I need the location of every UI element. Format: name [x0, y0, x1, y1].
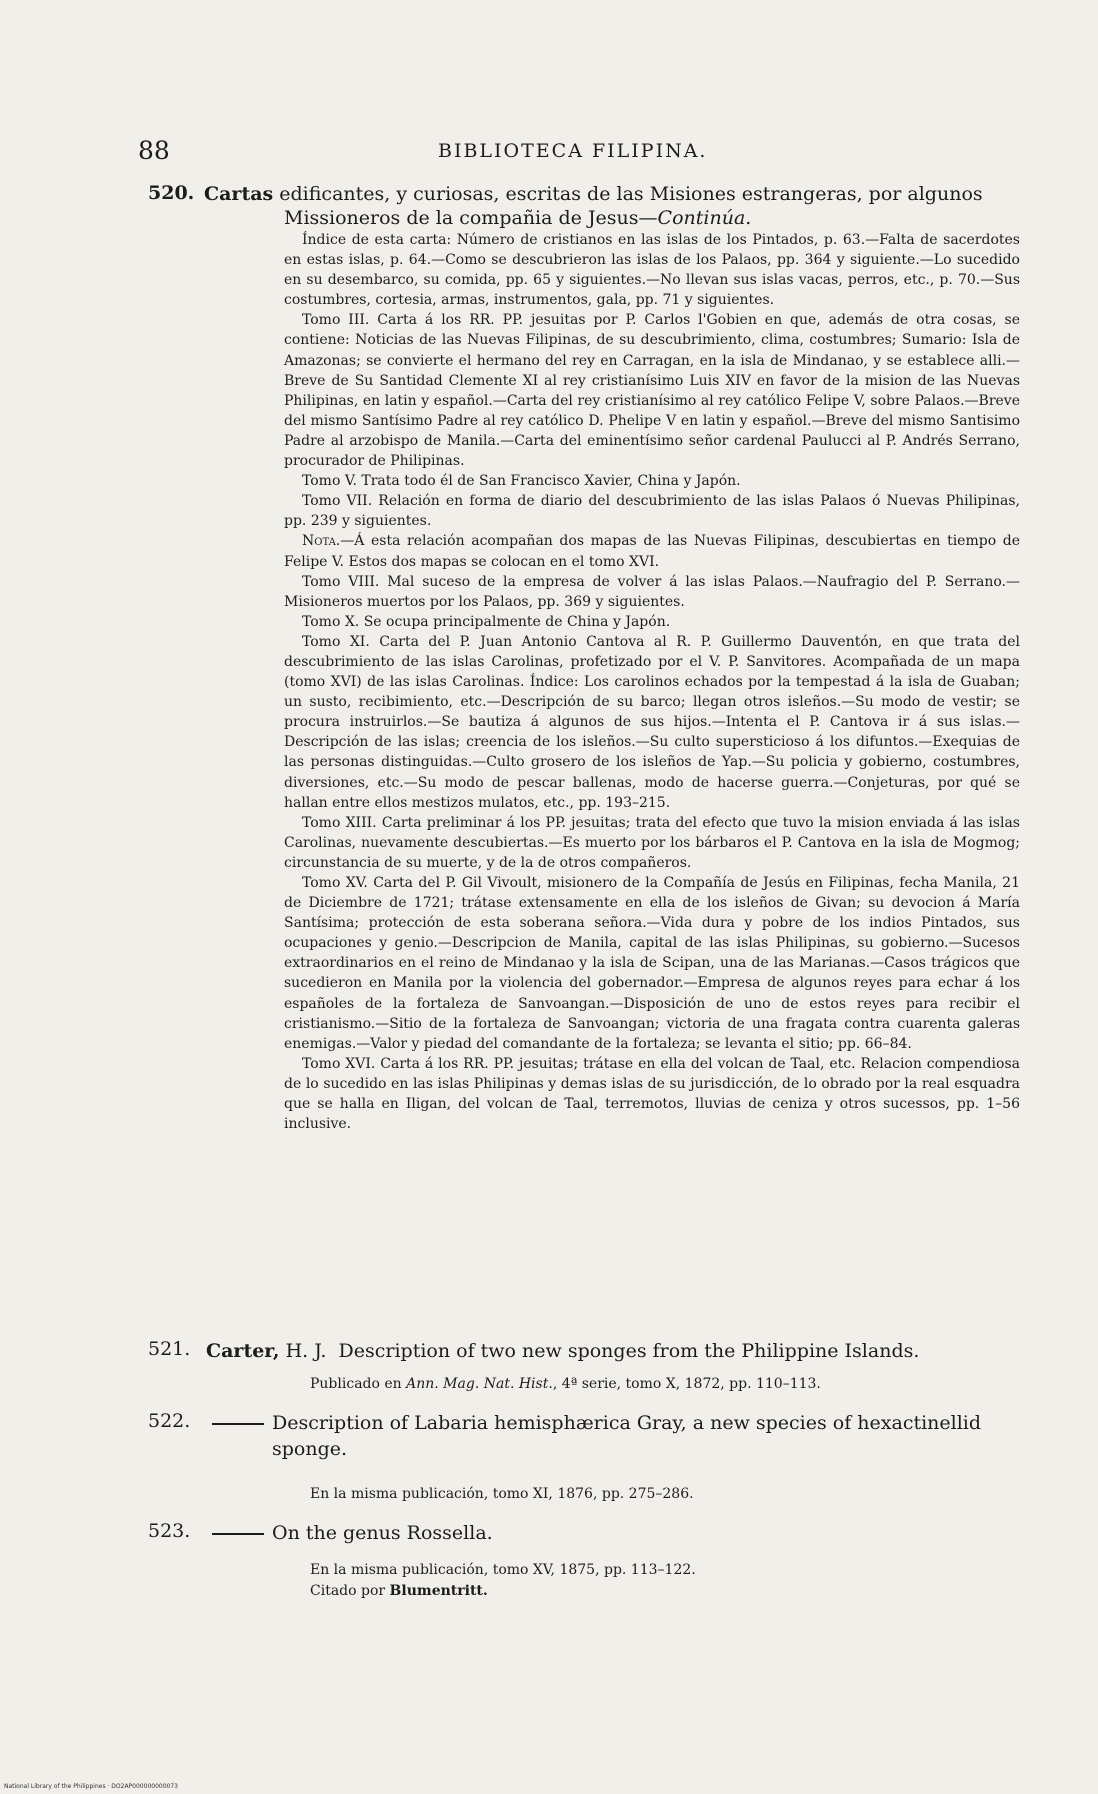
scan-credit: National Library of the Philippines · DO2AP000000000073: [4, 1783, 178, 1790]
entry-heading-bold: Cartas: [204, 183, 274, 205]
entry-number: 522.: [148, 1410, 191, 1432]
running-head: [0, 136, 1098, 176]
paragraph-index: Índice de esta carta: Número de cristianos en las islas de los Pintados, p. 63.—Falta de sacerdotes en estas islas, p. 64.—Como se descubrieron las islas de los Palaos, pp. 364 y siguiente.—Lo sucedido en su desembarco, su comida, pp. 65 y siguientes.—No llevan sus islas vacas, perros, etc., p. 70.—Sus costumbres, cortesia, armas, instrumentos, gala, pp. 71 y siguientes.: [284, 232, 1020, 309]
publication-suffix: , 4ª serie, tomo X, 1872, pp. 110–113.: [552, 1376, 821, 1392]
cited-author: Blumentritt.: [389, 1583, 488, 1599]
paragraph-tomo-iii: Tomo III. Carta á los RR. PP. jesuitas por P. Carlos l'Gobien en que, además de otra cosas, se contiene: Noticias de las Nuevas Filipinas, de su descubrimiento, clima, costumbres; Sumario: Isla de Amazonas; se convierte el hermano del rey en Carragan, en la isla de Mindanao, y se establece alli.—Breve de Su Santidad Clemente XI al rey cristianísimo Luis XIV en favor de la mision de las Nuevas Philipinas, en latin y español.—Carta del rey cristianísimo al rey católico Felipe V, sobre Palaos.—Breve del mismo Santísimo Padre al rey católico D. Phelipe V en latin y español.—Breve del mismo Santisimo Padre al arzobispo de Manila.—Carta del eminentísimo señor cardenal Paulucci al P. Andrés Serrano, procurador de Philipinas.: [284, 312, 1020, 470]
work-title: Description of two new sponges from the Philippine Islands.: [338, 1340, 920, 1362]
entry-title: [206, 1338, 1020, 1364]
author-name: Carter,: [206, 1340, 280, 1362]
entry-body: [206, 1520, 1020, 1602]
ditto-dash: [212, 1423, 264, 1425]
paragraph-tomo-xvi: Tomo XVI. Carta á los RR. PP. jesuitas; trátase en ella del volcan de Taal, etc. Relacion compendiosa de lo sucedido en las islas Philipinas y demas islas de su jurisdicción, de lo obrado por la real esquadra que se halla en Iligan, del volcan de Taal, terremotos, lluvias de ceniza y otros sucessos, pp. 1–56 inclusive.: [284, 1055, 1020, 1133]
entry-title: [206, 1520, 1020, 1546]
paragraph-nota: [284, 531, 1020, 571]
nota-label: Nota.: [302, 533, 341, 550]
journal-name: Ann. Mag. Nat. Hist.: [406, 1376, 553, 1392]
paragraph-tomo-xv: Tomo XV. Carta del P. Gil Vivoult, misionero de la Compañía de Jesús en Filipinas, fecha Manila, 21 de Diciembre de 1721; trátase extensamente en ella de los isleños de Givan; su devocion á María Santísima; protección de esta soberana señora.—Vida dura y pobre de los indios Pintados, sus ocupaciones y genio.—Descripcion de Manila, capital de las islas Philipinas, su gobierno.—Sucesos extraordinarios en el reino de Mindanao y la isla de Scipan, una de las Marianas.—Casos trágicos que sucedieron en Manila por la violencia del gobernador.—Empresa de algunos reyes para echar á los españoles de la fortaleza de Sanvoangan.—Disposición de uno de estos reyes para recibir el cristianismo.—Sitio de la fortaleza de Sanvoangan; victoria de una fragata contra cuarenta galeras enemigas.—Valor y piedad del comandante de la fortaleza; se levanta el sitio; pp. 66–84.: [284, 875, 1020, 1052]
paragraph-tomo-xiii: Tomo XIII. Carta preliminar á los PP. jesuitas; trata del efecto que tuvo la mision enviada á las islas Carolinas, nuevamente descubiertas.—Es muerto por los bárbaros el P. Cantova en la isla de Mogmog; circunstancia de su muerte, y de la de otros compañeros.: [284, 814, 1020, 871]
publication-line: En la misma publicación, tomo XI, 1876, pp. 275–286.: [310, 1486, 694, 1502]
nota-text: —Á esta relación acompañan dos mapas de las Nuevas Filipinas, descubiertas en tiempo de Felipe V. Estos dos mapas se colocan en el tomo XVI.: [284, 533, 1020, 570]
work-title: On the genus Rossella.: [272, 1522, 493, 1544]
citation-line: [206, 1581, 1020, 1602]
publication-line: [206, 1374, 1020, 1395]
page-number: 88: [138, 136, 170, 165]
paragraph-tomo-vii: Tomo VII. Relación en forma de diario del descubrimiento de las islas Palaos ó Nuevas Philipinas, pp. 239 y siguientes.: [284, 493, 1020, 530]
entry-title: [206, 1410, 1020, 1462]
publication-prefix: Publicado en: [310, 1376, 407, 1392]
paragraph-tomo-v: Tomo V. Trata todo él de San Francisco Xavier, China y Japón.: [302, 473, 741, 490]
entry-number: 520.: [148, 182, 195, 204]
entry-body: [204, 182, 1020, 1134]
entry-heading-text: edificantes, y curiosas, escritas de las Misiones estrangeras, por algunos Missioneros de la compañia de Jesus—: [273, 183, 983, 229]
work-title: Description of Labaria hemisphærica Gray, a new species of hexactinellid sponge.: [272, 1412, 982, 1460]
entry-heading-italic: Continúa.: [657, 207, 752, 229]
running-title: BIBLIOTECA FILIPINA.: [438, 140, 708, 162]
entry-body: [206, 1410, 1020, 1505]
author-initials: H. J.: [279, 1340, 327, 1362]
citation-prefix: Citado por: [310, 1583, 390, 1599]
entry-body: [206, 1338, 1020, 1395]
paragraph-tomo-xi: Tomo XI. Carta del P. Juan Antonio Cantova al R. P. Guillermo Dauventón, en que trata del descubrimiento de las islas Carolinas, profetizado por el V. P. Sanvitores. Acompañada de un mapa (tomo XVI) de las islas Carolinas. Índice: Los carolinos echados por la tempestad á la isla de Guaban; un susto, recibimiento, etc.—Descripción de su barco; llegan otros isleños.—Su modo de vestir; se procura instruirlos.—Se bautiza á algunos de sus hijos.—Intenta el P. Cantova ir á sus islas.—Descripción de las islas; creencia de los isleños.—Su culto supersticioso á los difuntos.—Exequias de las personas distinguidas.—Culto grosero de los isleños de Yap.—Su policia y gobierno, costumbres, diversiones, etc.—Su modo de pescar ballenas, modo de hacerse guerra.—Conjeturas, por qué se hallan entre ellos mestizos mulatos, etc., pp. 193–215.: [284, 633, 1020, 811]
entry-number: 523.: [148, 1520, 191, 1542]
entry-number: 521.: [148, 1338, 191, 1360]
entry-heading: [204, 182, 1020, 230]
ditto-dash: [212, 1533, 264, 1535]
publication-line: En la misma publicación, tomo XV, 1875, pp. 113–122.: [310, 1562, 696, 1578]
paragraph-tomo-viii: Tomo VIII. Mal suceso de la empresa de volver á las islas Palaos.—Naufragio del P. Serrano.—Misioneros muertos por los Palaos, pp. 369 y siguientes.: [284, 573, 1020, 610]
paragraph-tomo-x: Tomo X. Se ocupa principalmente de China y Japón.: [302, 613, 671, 630]
